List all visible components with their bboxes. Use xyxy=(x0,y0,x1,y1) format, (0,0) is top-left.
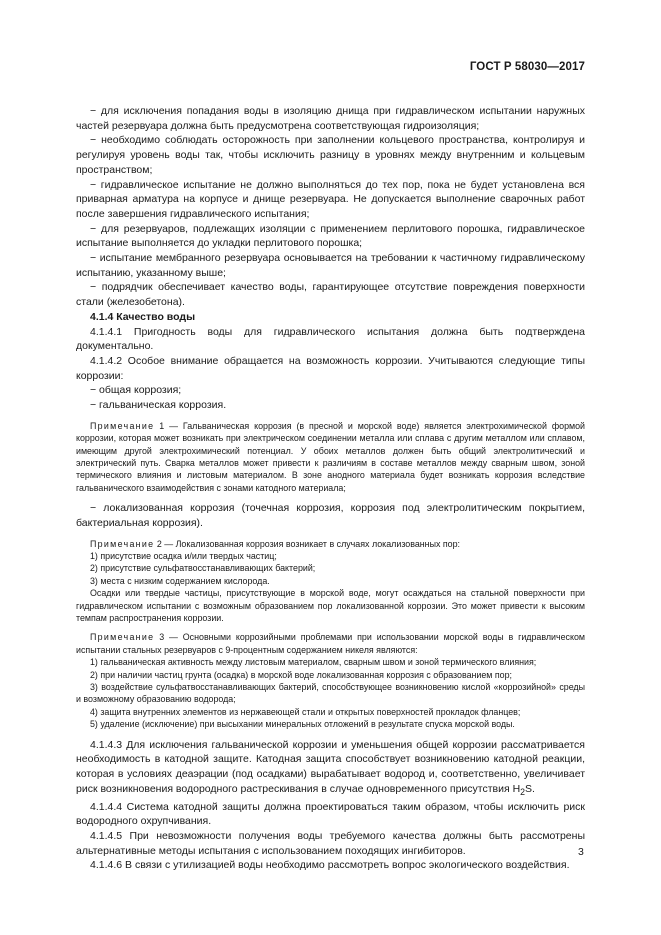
page-body xyxy=(76,104,585,873)
bullet-item: − гидравлическое испытание не должно выполняться до тех пор, пока не будет установлена вся приварная арматура на корпусе и днище резервуара. Не допускается выполнение сварочных работ после завершения гидравлического испытания; xyxy=(76,178,585,220)
section-heading: 4.1.4 Качество воды xyxy=(90,310,196,323)
note-3 xyxy=(76,631,585,656)
bullet-item: − для резервуаров, подлежащих изоляции с применением перлитового порошка, гидравлическое испытание выполняется до укладки перлитового порошка; xyxy=(76,222,585,250)
note-2-list xyxy=(76,550,585,587)
note-list-item: 3) воздействие сульфатвосстанавливающих бактерий, способствующее возникновению кислой «коррозийной» среды и возможному образованию водорода; xyxy=(76,682,585,705)
corrosion-type: − локализованная коррозия (точечная коррозия, коррозия под электролитическим покрытием, бактериальная коррозия). xyxy=(76,502,585,529)
note-list-item: 1) гальваническая активность между листовым материалом, сварным швом и зоной термического влияния; xyxy=(90,657,537,668)
corrosion-type: − гальваническая коррозия. xyxy=(90,399,227,412)
clause-4-1-4-6: 4.1.4.6 В связи с утилизацией воды необходимо рассмотреть вопрос экологического воздействия. xyxy=(90,859,570,872)
note-label: Примечание xyxy=(90,632,155,643)
document-header: ГОСТ Р 58030—2017 xyxy=(469,61,585,73)
note-list-item: 2) присутствие сульфатвосстанавливающих бактерий; xyxy=(90,563,316,574)
note-text: 1 — Гальваническая коррозия (в пресной и морской воде) является электрохимической формой коррозии, которая может возникать при электрическом соединении металла или сплава с другим металлом или сплавом, имеющим другой электрохимический потенциал. У обоих металлов должен быть общий электролитический и электрический путь. Сварка металлов может привести к различиям в составе металлов между сварным швом, зоной термического влияния и листовым материалом. В зоне анодного материала будет возникать коррозия вследствие гальванического взаимодействия с зонами катодного материала; xyxy=(76,420,585,493)
note-2-continuation: Осадки или твердые частицы, присутствующие в морской воде, могут осаждаться на стальной поверхности при гидравлическом испытании с возможным образованием пор локализованной коррозии. Это может привести к высоким темпам распространения коррозии. xyxy=(76,588,585,624)
note-list-item: 1) присутствие осадка и/или твердых частиц; xyxy=(90,551,277,562)
note-list-item: 3) места с низким содержанием кислорода. xyxy=(90,575,270,586)
note-list-item: 4) защита внутренних элементов из нержавеющей стали и открытых поверхностей прокладок фланцев; xyxy=(90,706,521,717)
note-label: Примечание xyxy=(90,420,155,431)
note-text: 2 — Локализованная коррозия возникает в случаях локализованных пор: xyxy=(154,538,460,549)
clause-4-1-4-4: 4.1.4.4 Система катодной защиты должна проектироваться таким образом, чтобы исключить риск водородного охрупчивания. xyxy=(76,800,585,828)
subscript: 2 xyxy=(520,786,526,797)
note-3-list xyxy=(76,656,585,730)
note-text: 3 — Основными коррозийными проблемами при использовании морской воды в гидравлическом испытании стальных резервуаров с 9-процентным содержанием никеля являются: xyxy=(76,632,585,655)
note-2 xyxy=(76,538,585,550)
bullet-item: − необходимо соблюдать осторожность при заполнении кольцевого пространства, контролируя и регулируя уровень воды так, чтобы исключить разницу в уровнях между внутренним и кольцевым пространством; xyxy=(76,134,585,176)
clause-4-1-4-2: 4.1.4.2 Особое внимание обращается на возможность коррозии. Учитываются следующие типы коррозии: xyxy=(76,354,585,382)
bullet-item: − подрядчик обеспечивает качество воды, гарантирующее отсутствие повреждения поверхности стали (железобетона). xyxy=(76,281,585,309)
bullet-item: − для исключения попадания воды в изоляцию днища при гидравлическом испытании наружных частей резервуара должна быть предусмотрена соответствующая гидроизоляция; xyxy=(76,105,585,132)
clause-4-1-4-3: 4.1.4.3 Для исключения гальванической коррозии и уменьшения общей коррозии рассматривается необходимость в катодной защите. Катодная защита способствует возникновению катодной реакции, которая в условиях деаэрации (под осадками) вырабатывает водород и, соответственно, увеличивает риск возникновения водородного растрескивания в случае одновременного присутствия $H_2S$. xyxy=(76,738,585,797)
clause-4-1-4-5: 4.1.4.5 При невозможности получения воды требуемого качества должны быть рассмотрены альтернативные методы испытания с использованием походящих ингибиторов. xyxy=(76,830,585,857)
bullet-item: − испытание мембранного резервуара основывается на требовании к частичному гидравлическому испытанию, указанному выше; xyxy=(76,252,585,279)
page-number: 3 xyxy=(578,846,584,858)
note-label: Примечание xyxy=(90,538,155,549)
clause-4-1-4-1: 4.1.4.1 Пригодность воды для гидравлического испытания должна быть подтверждена документально. xyxy=(76,325,585,353)
note-list-item: 5) удаление (исключение) при высыхании минеральных отложений в результате спуска морской воды. xyxy=(90,719,515,730)
note-1 xyxy=(76,420,585,494)
note-list-item: 2) при наличии частиц грунта (осадка) в морской воде локализованная коррозия с образованием пор; xyxy=(90,669,513,680)
corrosion-type: − общая коррозия; xyxy=(90,384,182,397)
